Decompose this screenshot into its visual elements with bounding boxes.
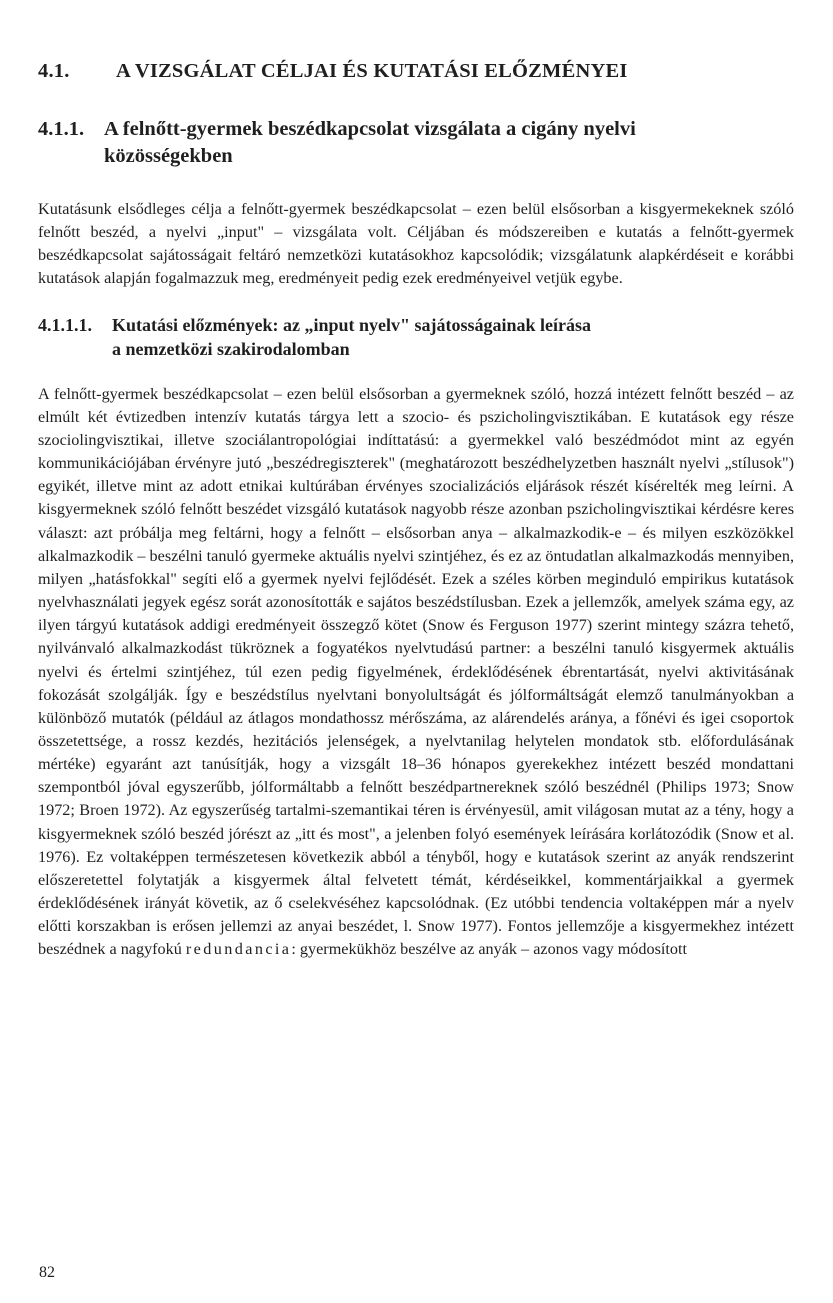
body-text-end: : gyermekükhöz beszélve az anyák – azonos vagy módosított: [291, 940, 687, 959]
subsubsection-title-line1: Kutatási előzmények: az „input nyelv" sajátosságainak leírása: [112, 314, 591, 335]
intro-paragraph: Kutatásunk elsődleges célja a felnőtt-gyermek beszédkapcsolat – ezen belül elsősorban a kisgyermekeknek szóló felnőtt beszéd, a nyelvi „input" – vizsgálata volt. Céljában és módszereiben e kutatás a felnőtt-gyermek beszédkapcsolat sajátosságait feltáró nemzetközi kutatásokhoz kapcsolódik; vizsgálatunk alapkérdéseit e korábbi kutatások alapján fogalmazzuk meg, eredményeit pedig ezek eredményeivel vetjük egybe.: [38, 200, 794, 288]
body-emphasis: redundancia: [185, 940, 292, 959]
subsubsection-number: 4.1.1.1.: [38, 314, 92, 335]
subsection-title-line2: közösségekben: [104, 145, 233, 167]
page-number: 82: [39, 1264, 55, 1281]
subsubsection-title-line2: a nemzetközi szakirodalomban: [112, 338, 350, 359]
body-text: A felnőtt-gyermek beszédkapcsolat – ezen belül elsősorban a gyermeknek szóló, hozzá intézett felnőtt beszéd – az elmúlt két évtizedben intenzív kutatás tárgya lett a szocio- és pszicholingvisztikában. E kutatások egy része szociolingvisztikai, illetve szociálantropológiai indíttatású: a gyermekkel való beszédmódot mint az egyén kommunikációjában érvényre jutó „beszédregiszterek" (meghatározott beszédhelyzetben használt nyelvi „stílusok") egyikét, illetve mint az adott etnikai kultúrában érvényes szocializációs eljárások részét kísérelték meg leírni. A kisgyermeknek szóló felnőtt beszédet vizsgáló kutatások nagyobb része azonban pszicholingvisztikai kérdésre keres választ: azt próbálja meg feltárni, hogy a felnőtt – elsősorban anya – alkalmazkodik-e – és milyen eszközökkel alkalmazkodik – beszélni tanuló gyermeke aktuális nyelvi szintjéhez, és ez az öntudatlan alkalmazkodás mennyiben, milyen „hatásfokkal" segíti elő a gyermek nyelvi fejlődését. Ezek a széles körben meginduló empirikus kutatások nyelvhasználati jegyek egész sorát azonosították e sajátos beszédstílusban. Ezek a jellemzők, amelyek száma egy, az ilyen tárgyú kutatások addigi eredményeit összegző kötet (Snow és Ferguson 1977) szerint mintegy százra tehető, nyilvánvaló alkalmazkodást tükröznek a fogyatékos nyelvtudású partner: a beszélni tanuló kisgyermek aktuális nyelvi és értelmi szintjéhez, túl ezen pedig figyelmének, érdeklődésének ébrentartását, nyelvi aktivitásának fokozását szolgálják. Így e beszédstílus nyelvtani bonyolultságát és jólformáltságát elemző tanulmányokban a különböző mutatók (például az átlagos mondathossz mérőszáma, az alárendelés aránya, a főnévi és igei csoportok összetettsége, a rossz kezdés, hezitációs jelenségek, a nyelvtanilag helytelen mondatok stb. előfordulásának mértéke) egyaránt azt tanúsítják, hogy a vizsgált 18–36 hónapos gyerekekhez intézett beszéd mondattani szempontból jóval egyszerűbb, jólformáltabb a felnőtt beszédpartnereknek szóló beszédnél (Philips 1973; Snow 1972; Broen 1972). Az egyszerűség tartalmi-szemantikai téren is érvényesül, amit világosan mutat az a tény, hogy a kisgyermeknek szóló beszéd jórészt az „itt és most", a jelenben folyó események leírására korlátozódik (Snow et al. 1976). Ez voltaképpen természetesen következik abból a tényből, hogy e kutatások szerint az anyák rendszerint előszeretettel folytatják a kisgyermek által felvetett témát, kérdéseikkel, kommentárjaikkal a gyermek érdeklődésének irányát követik, az ő cselekvéséhez kapcsolódnak. (Ez utóbbi tendencia voltaképpen már a nyelv előtti korszakban is erősen jellemzi az anyai beszédet, l. Snow 1977). Fontos jellemzője a kisgyermekhez intézett beszédnek a nagyfokú: [38, 384, 794, 959]
subsubsection-heading: [38, 313, 794, 361]
section-title: A VIZSGÁLAT CÉLJAI ÉS KUTATÁSI ELŐZMÉNYEI: [116, 60, 628, 82]
section-number: 4.1.: [38, 60, 70, 82]
subsection-number: 4.1.1.: [38, 118, 85, 140]
body-paragraph: [38, 383, 794, 962]
section-heading: [38, 58, 794, 84]
subsection-title-line1: A felnőtt-gyermek beszédkapcsolat vizsgálata a cigány nyelvi: [104, 118, 636, 140]
subsection-heading: [38, 116, 794, 170]
page: [38, 58, 794, 962]
